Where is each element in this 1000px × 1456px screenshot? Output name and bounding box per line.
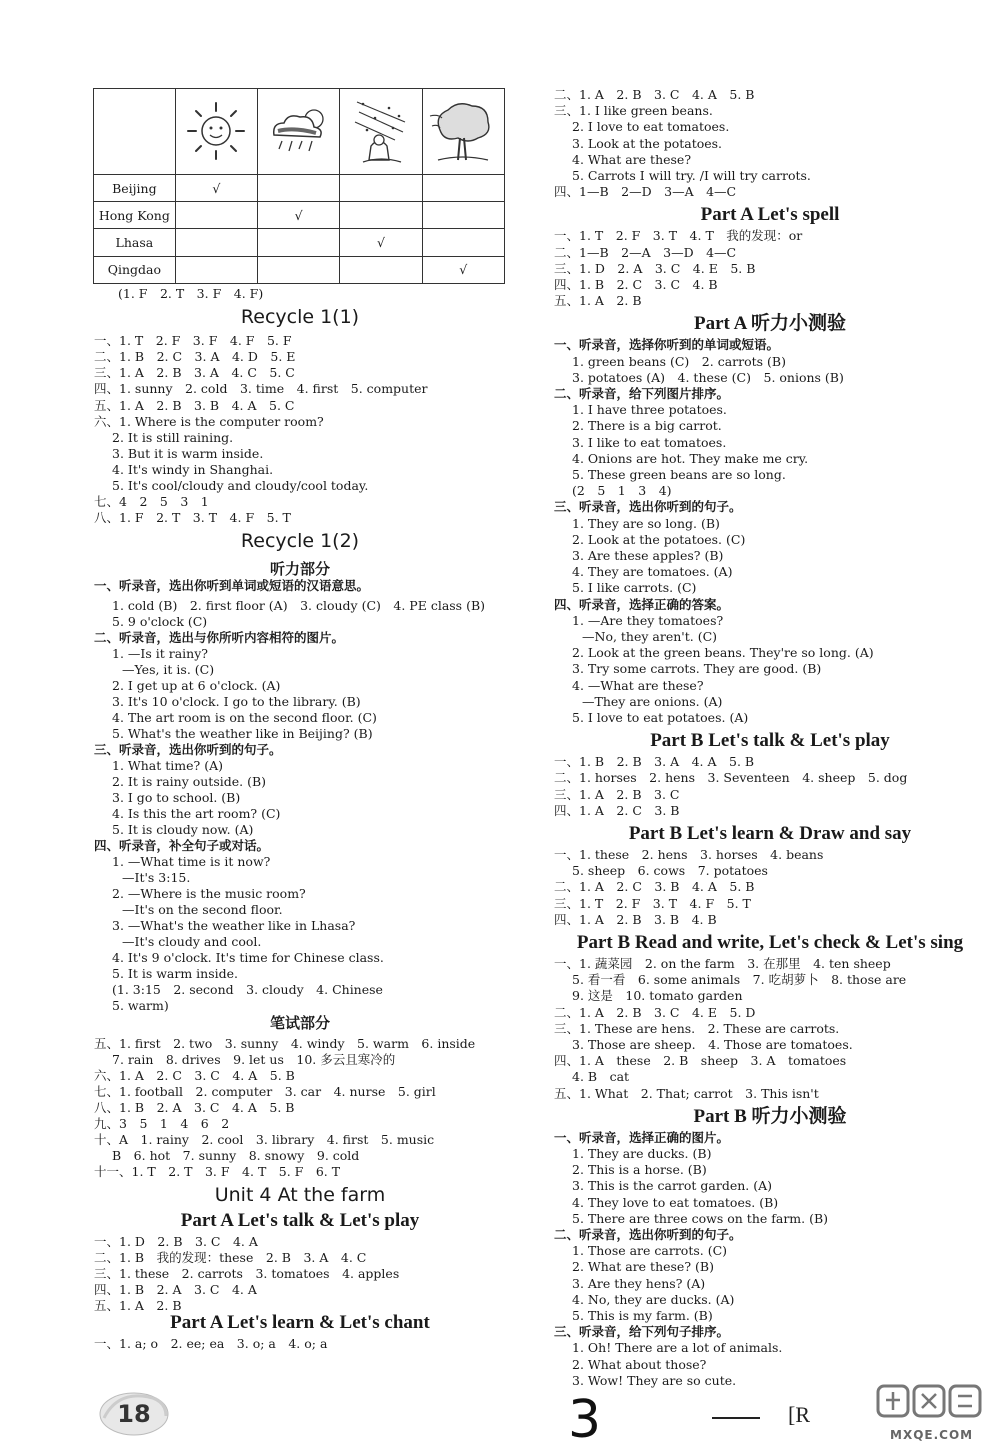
answer-line: 一、听录音，选择正确的图片。 xyxy=(554,1129,730,1145)
answer-line: 二、1. A 2. B 3. C 4. A 5. B xyxy=(554,87,755,102)
answer-line: 1. Oh! There are a lot of animals. xyxy=(572,1340,783,1356)
answer-line: 4. The art room is on the second floor. (C) xyxy=(112,710,377,725)
tick-mark: √ xyxy=(212,180,221,196)
answer-line: 1. I have three potatoes. xyxy=(572,402,727,418)
answer-line: 3. This is the carrot garden. (A) xyxy=(572,1178,773,1194)
answer-line: 9. 这是 10. tomato garden xyxy=(572,988,743,1004)
answer-line: 1. green beans (C) 2. carrots (B) xyxy=(572,353,786,369)
answer-line: 三、1. I like green beans. xyxy=(554,103,713,119)
answer-line: 5. warm) xyxy=(112,998,169,1013)
answer-line: 一、1. D 2. B 3. C 4. A xyxy=(94,1234,258,1249)
answer-line: 一、1. these 2. hens 3. horses 4. beans xyxy=(554,847,824,862)
weather-cell xyxy=(257,202,339,229)
weather-cell xyxy=(340,202,422,229)
weather-cell xyxy=(340,229,422,256)
answer-line: 5. Carrots I will try. /I will try carrots. xyxy=(572,168,811,183)
table-row xyxy=(94,229,505,256)
answer-line: (2 5 1 3 4) xyxy=(572,483,672,499)
answer-line: 5. This is my farm. (B) xyxy=(572,1308,713,1323)
answer-line: 十一、1. T 2. T 3. F 4. T 5. F 6. T xyxy=(94,1164,341,1179)
section-heading: Recycle 1(2) xyxy=(240,530,360,552)
answer-line: 1. They are ducks. (B) xyxy=(572,1146,712,1161)
table-row xyxy=(94,202,505,229)
tick-mark: √ xyxy=(376,235,385,251)
footer-bracket-text: [R xyxy=(788,1402,810,1427)
answer-line: 二、1. B 2. C 3. A 4. D 5. E xyxy=(94,349,296,364)
answer-line: 3. Look at the potatoes. xyxy=(572,135,723,151)
answer-line: 四、1. B 2. C 3. C 4. B xyxy=(554,277,718,292)
tick-mark: √ xyxy=(459,262,468,278)
answer-line: 4. —What are these? xyxy=(572,677,704,693)
answer-line: 五、1. A 2. B xyxy=(94,1298,182,1313)
city-cell: Beijing xyxy=(94,174,176,201)
page-number: 18 xyxy=(117,1400,151,1428)
section-heading: Part A Let's spell xyxy=(700,204,840,226)
answer-line: 九、3 5 1 4 6 2 xyxy=(94,1116,230,1131)
section-heading: Part B 听力小测验 xyxy=(693,1105,847,1127)
tick-mark: √ xyxy=(294,207,303,223)
answer-line: 五、1. What 2. That; carrot 3. This isn't xyxy=(554,1085,819,1101)
answer-line: 二、1—B 2—A 3—D 4—C xyxy=(554,244,737,260)
answer-line: 1. Those are carrots. (C) xyxy=(572,1243,728,1259)
answer-line: 1. They are so long. (B) xyxy=(572,515,720,531)
answer-line: 4. Is this the art room? (C) xyxy=(112,806,281,821)
weather-cell xyxy=(257,256,339,283)
answer-line: —They are onions. (A) xyxy=(582,693,723,709)
footer-dash xyxy=(712,1417,760,1419)
table-answers: (1. F 2. T 3. F 4. F) xyxy=(118,286,264,301)
answer-line: 2. What are these? (B) xyxy=(572,1259,714,1275)
answer-line: 四、1. A 2. B 3. B 4. B xyxy=(554,911,717,927)
section-heading: Unit 4 At the farm xyxy=(214,1184,386,1206)
answer-line: 七、4 2 5 3 1 xyxy=(94,494,209,509)
answer-line: 七、1. football 2. computer 3. car 4. nurse 5. girl xyxy=(94,1084,436,1099)
answer-line: 三、1. T 2. F 3. T 4. F 5. T xyxy=(554,895,751,911)
section-heading: Part B Read and write, Let's check & Let's sing xyxy=(576,932,964,953)
answer-line: 5. 看一看 6. some animals 7. 吃胡萝卜 8. those are xyxy=(572,972,907,988)
answer-line: 5. 9 o'clock (C) xyxy=(112,614,208,629)
answer-line: 四、听录音，补全句子或对话。 xyxy=(94,838,270,853)
answer-line: 3. Those are sheep. 4. Those are tomatoes. xyxy=(572,1037,853,1052)
answer-line: B 6. hot 7. sunny 8. snowy 9. cold xyxy=(112,1148,360,1163)
answer-line: —It's 3:15. xyxy=(122,870,191,885)
answer-line: 五、1. first 2. two 3. sunny 4. windy 5. warm 6. inside xyxy=(94,1036,476,1051)
answer-line: 一、1. 蔬菜园 2. on the farm 3. 在那里 4. ten sheep xyxy=(554,956,891,971)
answer-line: 二、1. A 2. C 3. B 4. A 5. B xyxy=(554,879,755,895)
weather-cell xyxy=(175,229,257,256)
answer-line: 7. rain 8. drives 9. let us 10. 多云且寒冷的 xyxy=(112,1052,396,1067)
section-heading: Part B Let's learn & Draw and say xyxy=(628,823,912,844)
answer-line: 二、1. horses 2. hens 3. Seventeen 4. sheep 5. dog xyxy=(554,770,908,786)
weather-cell xyxy=(422,256,504,283)
city-cell: Lhasa xyxy=(94,229,176,256)
answer-line: 2. I get up at 6 o'clock. (A) xyxy=(112,678,281,693)
answer-line: 四、1. A these 2. B sheep 3. A tomatoes xyxy=(554,1053,847,1069)
answer-line: 3. Are they hens? (A) xyxy=(572,1275,706,1291)
section-heading: Part A 听力小测验 xyxy=(694,313,846,335)
answer-line: 一、听录音，选出你听到单词或短语的汉语意思。 xyxy=(94,578,370,593)
answer-line: 八、1. F 2. T 3. T 4. F 5. T xyxy=(94,510,291,525)
handwritten-number: 3 xyxy=(568,1390,602,1450)
answer-line: —It's cloudy and cool. xyxy=(122,934,262,949)
answer-line: 三、听录音，选出你听到的句子。 xyxy=(554,499,742,515)
answer-line: 4. What are these? xyxy=(572,151,692,167)
cloudy-rainy-icon xyxy=(257,89,339,175)
table-corner-cell xyxy=(94,89,176,175)
weather-cell xyxy=(257,229,339,256)
answer-line: 二、听录音，选出你听到的句子。 xyxy=(554,1227,742,1242)
answer-line: 一、1. B 2. B 3. A 4. A 5. B xyxy=(554,754,755,770)
answer-line: 2. There is a big carrot. xyxy=(572,418,722,434)
answer-line: 3. Wow! They are so cute. xyxy=(572,1372,737,1388)
windy-tree-icon xyxy=(422,89,504,175)
answer-line: 1. —Is it rainy? xyxy=(112,646,208,661)
watermark-logo xyxy=(872,1380,992,1430)
answer-line: 四、1. A 2. C 3. B xyxy=(554,802,680,818)
answer-line: 2. Look at the green beans. They're so long. (A) xyxy=(572,645,874,661)
weather-table xyxy=(93,88,505,284)
answer-line: 2. This is a horse. (B) xyxy=(572,1162,707,1178)
answer-line: 四、1. sunny 2. cold 3. time 4. first 5. computer xyxy=(94,381,428,396)
answer-line: 3. Are these apples? (B) xyxy=(572,548,724,563)
weather-cell xyxy=(175,256,257,283)
answer-line: 2. —Where is the music room? xyxy=(112,886,306,901)
table-row xyxy=(94,256,505,283)
sunny-icon xyxy=(175,89,257,175)
answer-line: 二、1. A 2. B 3. C 4. E 5. D xyxy=(554,1004,756,1020)
answer-line: 八、1. B 2. A 3. C 4. A 5. B xyxy=(94,1100,295,1115)
answer-line: 五、1. A 2. B 3. B 4. A 5. C xyxy=(94,398,295,413)
answer-line: 三、1. A 2. B 3. C xyxy=(554,786,680,802)
answer-line: 1. What time? (A) xyxy=(112,758,223,773)
weather-cell xyxy=(422,174,504,201)
section-heading: 听力部分 xyxy=(269,560,330,578)
weather-cell xyxy=(175,202,257,229)
section-heading: Part B Let's talk & Let's play xyxy=(650,730,890,752)
answer-line: 1. —Are they tomatoes? xyxy=(572,612,724,628)
snowy-windy-icon xyxy=(340,89,422,175)
answer-line: —Yes, it is. (C) xyxy=(122,662,215,677)
answer-line: 2. I love to eat tomatoes. xyxy=(572,119,730,135)
section-heading: 笔试部分 xyxy=(269,1014,330,1032)
answer-line: 3. potatoes (A) 4. these (C) 5. onions (B) xyxy=(572,369,844,385)
answer-line: 3. But it is warm inside. xyxy=(112,446,264,461)
answer-line: 5. sheep 6. cows 7. potatoes xyxy=(572,863,768,879)
answer-line: 3. I like to eat tomatoes. xyxy=(572,434,727,450)
weather-cell xyxy=(175,174,257,201)
answer-line: 四、1. B 2. A 3. C 4. A xyxy=(94,1282,257,1297)
answer-line: 三、听录音，选出你听到的句子。 xyxy=(94,742,282,757)
answer-line: 1. cold (B) 2. first floor (A) 3. cloudy (C) 4. PE class (B) xyxy=(112,598,486,613)
answer-line: 1. —What time is it now? xyxy=(112,854,271,869)
answer-line: 5. I like carrots. (C) xyxy=(572,580,697,596)
answer-line: 一、1. T 2. F 3. T 4. T 我的发现：or xyxy=(554,228,803,244)
answer-line: 5. It is cloudy now. (A) xyxy=(112,822,254,837)
answer-line: 2. What about those? xyxy=(572,1356,707,1372)
answer-line: 六、1. Where is the computer room? xyxy=(94,414,324,429)
answer-line: 3. Try some carrots. They are good. (B) xyxy=(572,661,822,677)
answer-line: 5. These green beans are so long. xyxy=(572,467,786,482)
answer-line: 4. They are tomatoes. (A) xyxy=(572,564,733,580)
table-row xyxy=(94,174,505,201)
weather-cell xyxy=(340,174,422,201)
answer-line: 四、听录音，选择正确的答案。 xyxy=(554,596,730,612)
answer-line: 2. It is rainy outside. (B) xyxy=(112,774,267,789)
answer-line: 2. Look at the potatoes. (C) xyxy=(572,531,746,547)
answer-line: 三、1. A 2. B 3. A 4. C 5. C xyxy=(94,365,295,380)
answer-line: —It's on the second floor. xyxy=(122,902,283,917)
answer-line: 三、1. these 2. carrots 3. tomatoes 4. apples xyxy=(94,1266,400,1281)
answer-line: 3. I go to school. (B) xyxy=(112,790,241,805)
answer-line: 一、听录音，选择你听到的单词或短语。 xyxy=(554,337,780,353)
answer-line: 4. It's windy in Shanghai. xyxy=(112,462,274,477)
answer-line: 5. It is warm inside. xyxy=(112,966,239,981)
answer-line: 4. They love to eat tomatoes. (B) xyxy=(572,1194,779,1210)
answer-line: (1. 3:15 2. second 3. cloudy 4. Chinese xyxy=(112,982,383,997)
answer-line: 四、1—B 2—D 3—A 4—C xyxy=(554,184,737,200)
answer-line: 4. It's 9 o'clock. It's time for Chinese class. xyxy=(112,950,384,965)
answer-line: 5. I love to eat potatoes. (A) xyxy=(572,710,749,725)
answer-line: 2. It is still raining. xyxy=(112,430,234,445)
answer-line: 三、1. These are hens. 2. These are carrots. xyxy=(554,1020,840,1036)
section-heading: Part A Let's learn & Let's chant xyxy=(170,1312,430,1333)
answer-line: 六、1. A 2. C 3. C 4. A 5. B xyxy=(94,1068,295,1083)
answer-line: 3. It's 10 o'clock. I go to the library. (B) xyxy=(112,694,361,709)
answer-line: 一、1. a; o 2. ee; ea 3. o; a 4. o; a xyxy=(94,1336,328,1351)
watermark-text: MXQE.COM xyxy=(890,1428,974,1442)
answer-line: 一、1. T 2. F 3. F 4. F 5. F xyxy=(94,333,292,348)
answer-line: 十、A 1. rainy 2. cool 3. library 4. first 5. music xyxy=(94,1132,435,1147)
answer-line: —No, they aren't. (C) xyxy=(582,629,718,644)
answer-line: 五、1. A 2. B xyxy=(554,293,642,309)
section-heading: Part A Let's talk & Let's play xyxy=(180,1210,420,1231)
answer-line: 二、1. B 我的发现：these 2. B 3. A 4. C xyxy=(94,1250,367,1265)
answer-line: 4. Onions are hot. They make me cry. xyxy=(572,450,809,466)
weather-cell xyxy=(257,174,339,201)
answer-line: 3. —What's the weather like in Lhasa? xyxy=(112,918,356,933)
answer-line: 5. What's the weather like in Beijing? (B) xyxy=(112,726,373,741)
answer-line: 二、听录音，选出与你所听内容相符的图片。 xyxy=(94,630,345,645)
answer-line: 5. There are three cows on the farm. (B) xyxy=(572,1210,829,1226)
city-cell: Qingdao xyxy=(94,256,176,283)
answer-line: 三、听录音，给下列句子排序。 xyxy=(554,1324,730,1340)
weather-cell xyxy=(340,256,422,283)
city-cell: Hong Kong xyxy=(94,202,176,229)
answer-line: 三、1. D 2. A 3. C 4. E 5. B xyxy=(554,260,756,276)
answer-line: 4. No, they are ducks. (A) xyxy=(572,1291,735,1307)
answer-line: 5. It's cool/cloudy and cloudy/cool today. xyxy=(112,478,369,493)
weather-cell xyxy=(422,229,504,256)
answer-line: 二、听录音，给下列图片排序。 xyxy=(554,386,730,401)
section-heading: Recycle 1(1) xyxy=(240,306,360,328)
answer-line: 4. B cat xyxy=(572,1069,630,1085)
